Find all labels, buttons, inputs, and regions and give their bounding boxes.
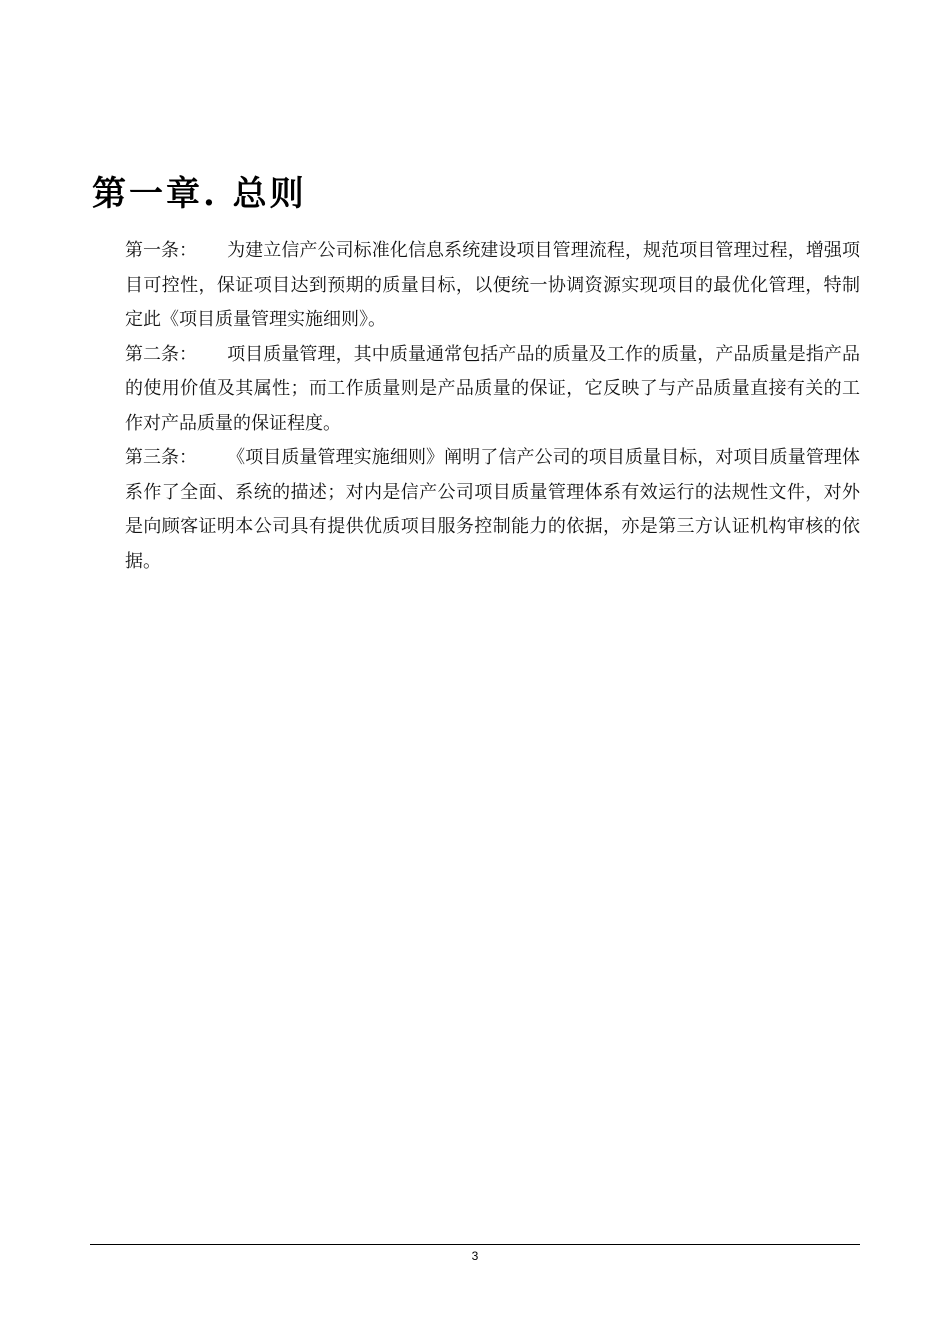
article-3-text: 《项目质量管理实施细则》阐明了信产公司的项目质量目标，对项目质量管理体系作了全面、系统的描述；对内是信产公司项目质量管理体系有效运行的法规性文件，对外是向顾客证明本公司具有提供优质项目服务控制能力的依据，亦是第三方认证机构审核的依据。 bbox=[125, 447, 860, 572]
article-3 bbox=[125, 441, 860, 579]
article-1-text: 为建立信产公司标准化信息系统建设项目管理流程，规范项目管理过程，增强项目可控性，保证项目达到预期的质量目标，以便统一协调资源实现项目的最优化管理，特制定此《项目质量管理实施细则》。 bbox=[125, 240, 860, 330]
article-2 bbox=[125, 338, 860, 442]
article-2-text: 项目质量管理，其中质量通常包括产品的质量及工作的质量，产品质量是指产品的使用价值及其属性；而工作质量则是产品质量的保证，它反映了与产品质量直接有关的工作对产品质量的保证程度。 bbox=[125, 343, 860, 434]
article-1 bbox=[125, 234, 860, 338]
article-1-label: 第一条： bbox=[125, 240, 197, 261]
article-3-label: 第三条： bbox=[125, 447, 197, 468]
article-list bbox=[125, 234, 860, 579]
page-number: 3 bbox=[471, 1249, 479, 1263]
article-2-label: 第二条： bbox=[125, 343, 197, 365]
footer-divider bbox=[90, 1244, 860, 1245]
chapter-title: 第一章. 总则 bbox=[92, 174, 307, 214]
